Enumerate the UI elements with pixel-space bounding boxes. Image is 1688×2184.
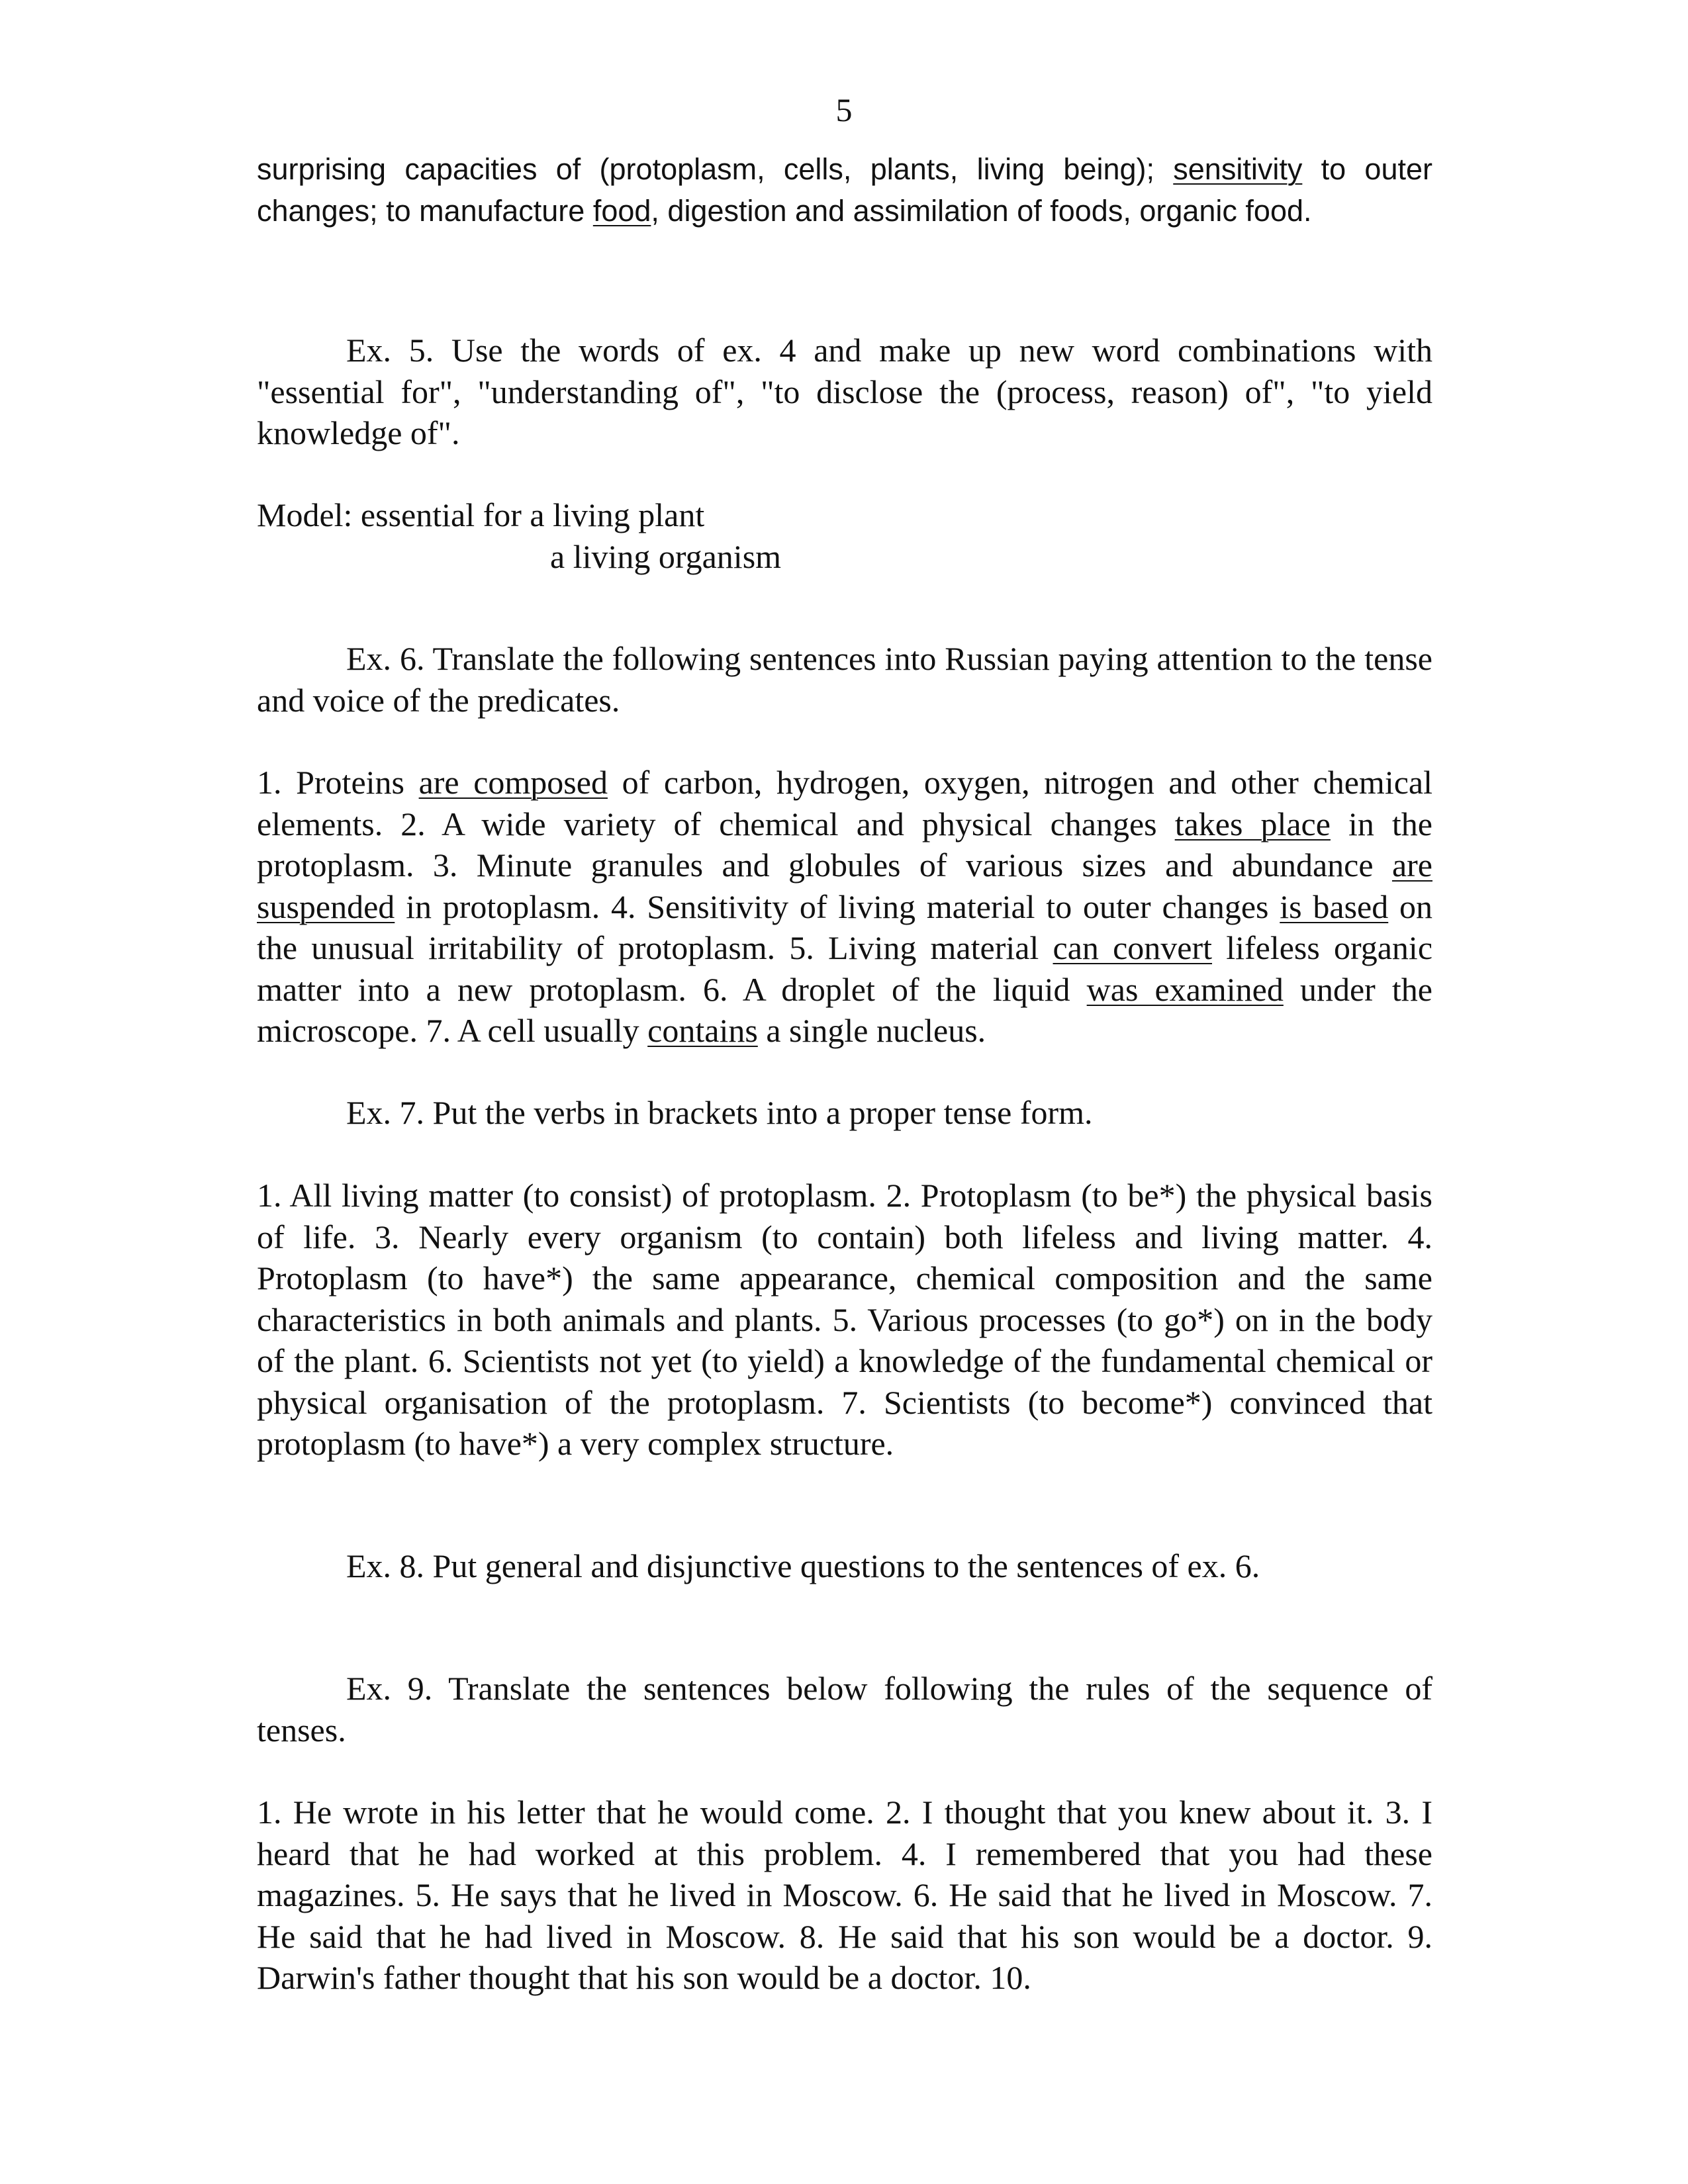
ex6-predicate: are suspended (257, 846, 1432, 925)
intro-text-2: to outer changes; to manufacture (257, 152, 1432, 228)
ex6-heading: Ex. 6. Translate the following sentences into Russian paying attention to the tense and voice of the predicates. (257, 640, 1432, 719)
ex7-sentences: 1. All living matter (to consist) of protoplasm. 2. Protoplasm (to be*) the physical basis of life. 3. Nearly every organism (to contain) both lifeless and living matter. 4. Protoplasm (to have*) the same appearance, chemical composition and the same characteristics in both animals and plants. 5. Various processes (to go*) on in the body of the plant. 6. Scientists not yet (to yield) a knowledge of the fundamental chemical or physical organisation of the protoplasm. 7. Scientists (to become*) convinced that protoplasm (to have*) a very complex structure. (257, 1177, 1432, 1462)
ex9-sentences: 1. He wrote in his letter that he would come. 2. I thought that you knew about it. 3. I heard that he had worked at this problem. 4. I remembered that you had these magazines. 5. He says that he lived in Moscow. 6. He said that he lived in Moscow. 7. He said that he had lived in Moscow. 8. He said that his son would be a doctor. 9. Darwin's father thought that his son would be a doctor. 10. (257, 1794, 1432, 1996)
model-line-1: Model: essential for a living plant (257, 496, 705, 533)
ex7-heading: Ex. 7. Put the verbs in brackets into a proper tense form. (346, 1094, 1093, 1131)
ex6-text: on the unusual irritability of protoplasm. 5. Living material (257, 887, 1432, 966)
ex6-text: in the protoplasm. 3. Minute granules and globules of various sizes and abundance (257, 805, 1432, 884)
page-number: 5 (835, 91, 853, 128)
ex6-sentences (257, 762, 1432, 1052)
ex5-model (257, 494, 1432, 577)
intro-underlined-food: food (592, 193, 651, 228)
intro-underlined-sensitivity: sensitivity (1173, 152, 1303, 186)
ex5-paragraph: Ex. 5. Use the words of ex. 4 and make up new word combinations with "essential for", "understanding of", "to disclose the (process, reason) of", "to yield knowledge of". (257, 332, 1432, 451)
ex9-heading: Ex. 9. Translate the sentences below following the rules of the sequence of tenses. (257, 1670, 1432, 1749)
ex6-text: under the microscope. 7. A cell usually (257, 970, 1432, 1049)
intro-paragraph (257, 149, 1432, 232)
intro-text-1: surprising capacities of (protoplasm, cells, plants, living being); (257, 152, 1174, 186)
model-line-2: a living organism (550, 537, 782, 575)
ex6-predicate: was examined (1086, 970, 1284, 1008)
ex6-predicate: contains (647, 1012, 758, 1049)
ex6-text: in protoplasm. 4. Sensitivity of living material to outer changes (395, 887, 1280, 925)
ex6-text: a single nucleus. (757, 1012, 986, 1049)
ex6-predicate: are composed (418, 764, 608, 801)
ex6-predicate: takes place (1174, 805, 1331, 842)
ex6-text: lifeless organic matter into a new protoplasm. 6. A droplet of the liquid (257, 929, 1433, 1008)
ex6-text: of carbon, hydrogen, oxygen, nitrogen and other chemical elements. 2. A wide variety of chemical and physical changes (257, 764, 1432, 842)
ex6-predicate: can convert (1053, 929, 1213, 966)
intro-text-3: , digestion and assimilation of foods, organic food. (651, 193, 1312, 228)
ex6-predicate: is based (1280, 887, 1389, 925)
ex8-heading: Ex. 8. Put general and disjunctive questions to the sentences of ex. 6. (346, 1547, 1260, 1584)
ex6-text: 1. Proteins (257, 764, 419, 801)
